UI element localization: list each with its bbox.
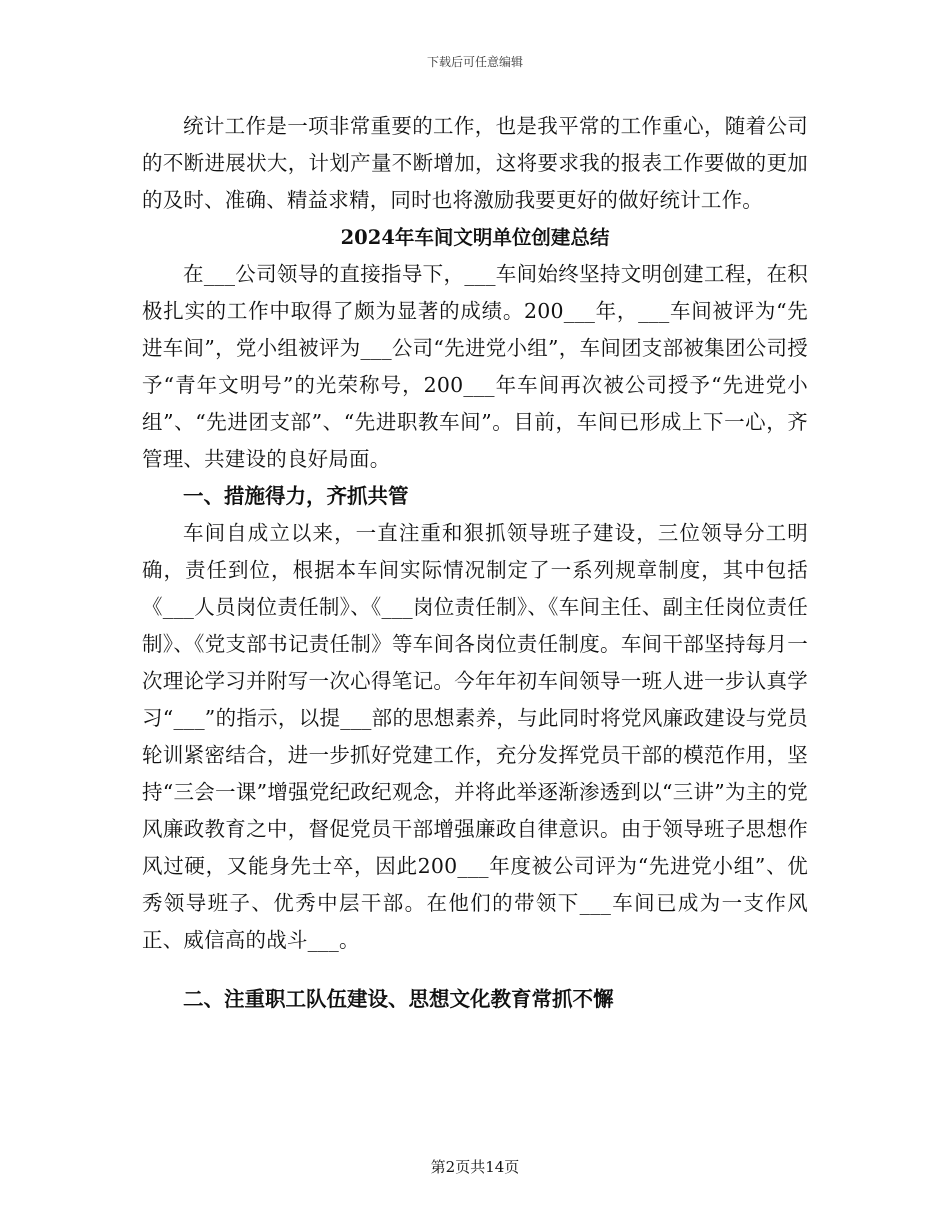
document-title: 2024年车间文明单位创建总结 [340,226,610,249]
paragraph-1: 在___公司领导的直接指导下，___车间始终坚持文明创建工程，在积极扎实的工作中取得了颇为显著的成绩。200___年，___车间被评为“先进车间”，党小组被评为___公司“先进党小组”，车间团支部被集团公司授予“青年文明号”的光荣称号，200___年车间再次被公司授予“先进党小组”、“先进团支部”、“先进职教车间”。目前，车间已形成上下一心，齐管理、共建设的良好局面。 [142,262,808,471]
document-body [142,108,808,1018]
header-note: 下载后可任意编辑 [426,55,523,69]
section-1-paragraph: 车间自成立以来，一直注重和狠抓领导班子建设，三位领导分工明确，责任到位，根据本车间实际情况制定了一系列规章制度，其中包括《___人员岗位责任制》、《___岗位责任制》、《车间主任、副主任岗位责任制》、《党支部书记责任制》等车间各岗位责任制度。车间干部坚持每月一次理论学习并附写一次心得笔记。今年年初车间领导一班人进一步认真学习“___”的指示，以提___部的思想素养，与此同时将党风廉政建设与党员轮训紧密结合，进一步抓好党建工作，充分发挥党员干部的模范作用，坚持“三会一课”增强党纪政纪观念，并将此举逐渐渗透到以“三讲”为主的党风廉政教育之中，督促党员干部增强廉政自律意识。由于领导班子思想作风过硬，又能身先士卒，因此200___年度被公司评为“先进党小组”、优秀领导班子、优秀中层干部。在他们的带领下___车间已成为一支作风正、威信高的战斗___。 [142,521,808,952]
section-spacer [142,959,808,981]
section-2-heading: 二、注重职工队伍建设、思想文化教育常抓不懈 [183,987,614,1011]
page-indicator: 第2页共14页 [430,1158,520,1176]
intro-paragraph: 统计工作是一项非常重要的工作，也是我平常的工作重心，随着公司的不断进展状大，计划产量不断增加，这将要求我的报表工作要做的更加的及时、准确、精益求精，同时也将激励我要更好的做好统计工作。 [142,114,808,212]
section-1-heading: 一、措施得力，齐抓共管 [183,484,409,508]
